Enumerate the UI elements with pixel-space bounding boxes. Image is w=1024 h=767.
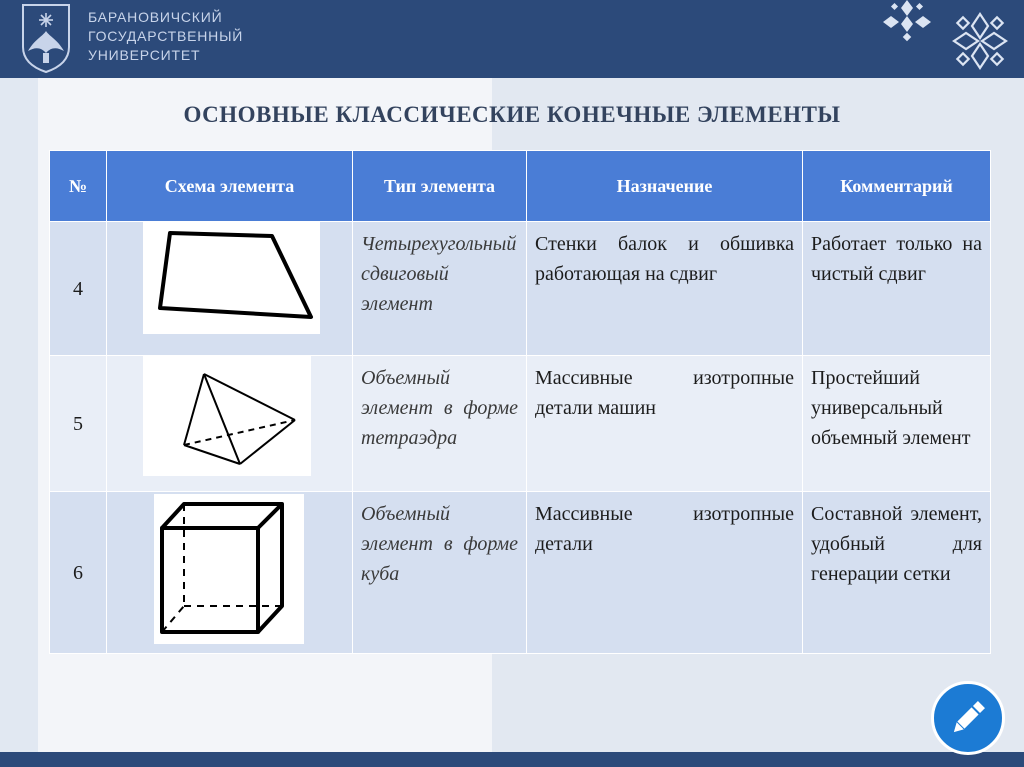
finite-elements-table (49, 150, 991, 654)
table-row (50, 356, 991, 492)
cell-comment: Простейший универсальный объемный элемент (803, 356, 991, 492)
cell-num: 5 (50, 356, 107, 492)
table-row (50, 222, 991, 356)
header-bar (0, 0, 1024, 78)
table-header-row (50, 151, 991, 222)
cell-schema (107, 222, 353, 356)
cell-comment: Составной элемент, удобный для генерации сетки (803, 492, 991, 654)
header-purpose: Назначение (527, 151, 803, 222)
header-type: Тип элемента (353, 151, 527, 222)
cell-purpose: Стенки балок и обшивка работающая на сдвиг (527, 222, 803, 356)
university-emblem-icon (20, 3, 72, 73)
university-name (88, 8, 328, 65)
cell-type: Четырехугольный сдвиговый элемент (353, 222, 527, 356)
header-comment: Комментарий (803, 151, 991, 222)
edit-button[interactable] (931, 681, 1005, 755)
cell-num: 6 (50, 492, 107, 654)
element-schema-quad (143, 222, 320, 334)
university-name-line: БАРАНОВИЧСКИЙ (88, 9, 223, 25)
university-name-line: УНИВЕРСИТЕТ (88, 47, 201, 63)
snowflake-ornament-icon (882, 0, 932, 42)
slide-title: ОСНОВНЫЕ КЛАССИЧЕСКИЕ КОНЕЧНЫЕ ЭЛЕМЕНТЫ (183, 102, 841, 127)
cell-comment: Работает только на чистый сдвиг (803, 222, 991, 356)
university-name-line: ГОСУДАРСТВЕННЫЙ (88, 28, 244, 44)
snowflake-ornament-icon (950, 10, 1010, 72)
table-row (50, 492, 991, 654)
left-decor-band (0, 78, 38, 767)
cell-purpose: Массивные изотропные детали машин (527, 356, 803, 492)
cell-type: Объемный элемент в форме тетраэдра (353, 356, 527, 492)
header-num: № (50, 151, 107, 222)
element-schema-drawing (143, 222, 320, 334)
cell-type: Объемный элемент в форме куба (353, 492, 527, 654)
footer-bar (0, 752, 1024, 767)
cell-num: 4 (50, 222, 107, 356)
element-schema-drawing (143, 356, 311, 476)
cell-schema (107, 492, 353, 654)
element-schema-cube (154, 494, 304, 644)
element-schema-tetra (143, 356, 311, 476)
cell-schema (107, 356, 353, 492)
header-schema: Схема элемента (107, 151, 353, 222)
cell-purpose: Массивные изотропные детали (527, 492, 803, 654)
element-schema-drawing (154, 494, 304, 644)
pencil-icon (947, 697, 989, 739)
